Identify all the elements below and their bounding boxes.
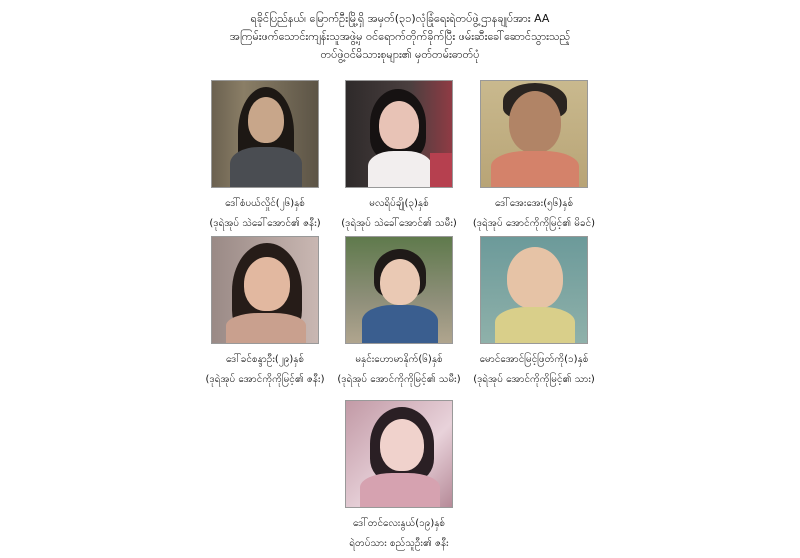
document-header <box>150 10 650 64</box>
person-card <box>311 400 487 552</box>
person-photo <box>345 80 453 188</box>
header-line-2: အကြမ်းဖက်သောင်းကျန်းသူအဖွဲ့မှ ဝင်ရောက်တိုက်ခိုက်ပြီး ဖမ်းဆီးခေါ်ဆောင်သွားသည့် <box>229 30 571 43</box>
person-photo <box>211 80 319 188</box>
person-card <box>446 80 622 232</box>
person-name: မောင်အောင်မြင့်ဖြတ်ကို(၁)နှစ် <box>479 354 589 365</box>
person-photo <box>211 236 319 344</box>
person-name: ဒေါ်အေးအေး(၅၆)နှစ် <box>494 198 574 209</box>
person-relation: (ဒုရဲအုပ် အောင်ကိုကိုမြင့်၏ မိခင်) <box>472 218 596 229</box>
person-relation: (ဒုရဲအုပ် အောင်ကိုကိုမြင့်၏ သား) <box>473 374 595 385</box>
person-name: ဒေါ်စံပယ်လှိုင်(၂၆)နှစ် <box>225 198 305 209</box>
person-relation: (ဒုရဲအုပ် သဲခေါ်အောင်၏ သမီး) <box>341 218 457 229</box>
person-photo <box>345 400 453 508</box>
person-name: မလရိပ်ချို(၃)နှစ် <box>369 198 429 209</box>
person-card <box>446 236 622 388</box>
person-name: ဒေါ်တင်လေးနွယ်(၁၉)နှစ် <box>352 518 446 529</box>
person-name: ဒေါ်ခင်စန္ဒာဦး(၂၉)နှစ် <box>225 354 305 365</box>
person-photo <box>480 80 588 188</box>
header-line-3: တပ်ဖွဲ့ဝင်မိသားစုများ၏ မှတ်တမ်းဓာတ်ပုံ <box>320 48 480 61</box>
person-relation: (ဒုရဲအုပ် အောင်ကိုကိုမြင့်၏ ဇနီး) <box>205 374 325 385</box>
person-photo <box>480 236 588 344</box>
header-line-1: ရခိုင်ပြည်နယ်၊ မြောက်ဦးမြို့ရှိ အမှတ်(၃၁)လုံခြုံရေးရဲတပ်ဖွဲ့ဌာနချုပ်အား AA <box>250 12 550 25</box>
person-relation: ရဲတပ်သား စည်သူဦး၏ ဇနီး <box>349 538 449 549</box>
person-name: မနှင်းဟောမာနိုက်(၆)နှစ် <box>355 354 443 365</box>
person-photo <box>345 236 453 344</box>
person-relation: (ဒုရဲအုပ် အောင်ကိုကိုမြင့်၏ သမီး) <box>337 374 461 385</box>
person-relation: (ဒုရဲအုပ် သဲခေါ်အောင်၏ ဇနီး) <box>209 218 321 229</box>
